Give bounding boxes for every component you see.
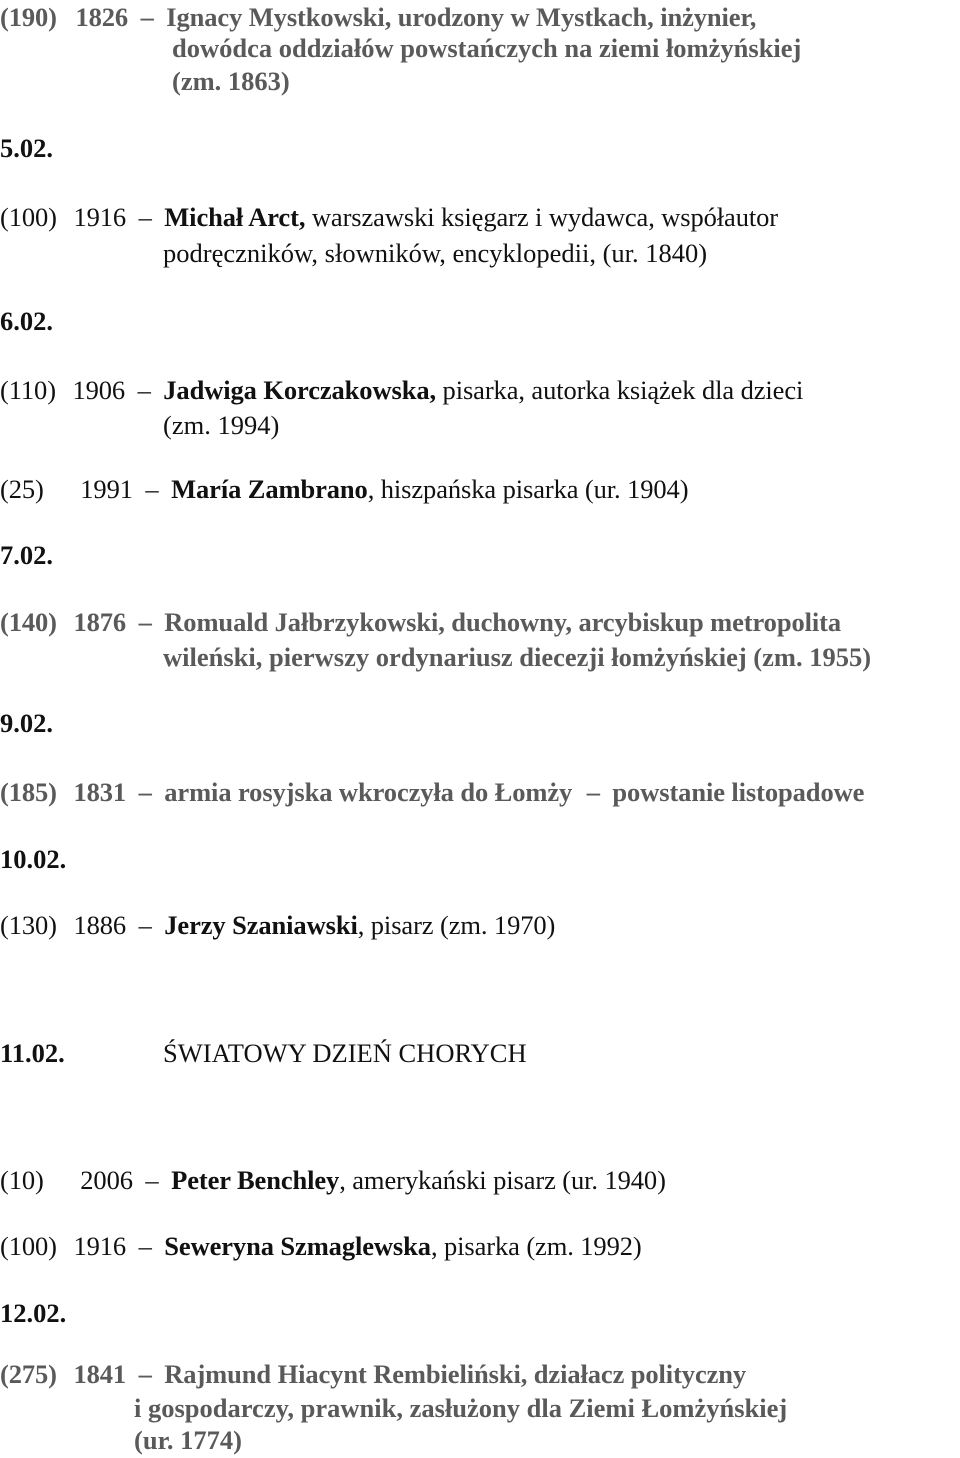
entry-year: 1916: [73, 1231, 127, 1261]
day-observance-title: ŚWIATOWY DZIEŃ CHORYCH: [163, 1038, 527, 1068]
entry-name: Ignacy Mystkowski: [166, 2, 385, 32]
entry-name: Michał Arct,: [164, 202, 306, 232]
entry-1916-arct: [0, 200, 778, 234]
entry-name: Jadwiga Korczakowska,: [163, 375, 437, 405]
entry-number: (190): [0, 2, 57, 32]
entry-name: Romuald Jałbrzykowski, duchowny, arcybiskup metropolita: [164, 607, 842, 637]
entry-description: powstanie listopadowe: [612, 777, 865, 807]
dash: –: [138, 777, 152, 807]
dash: –: [145, 474, 159, 504]
entry-year: 1841: [73, 1359, 127, 1389]
entry-year: 1906: [72, 375, 126, 405]
dash: –: [138, 1359, 152, 1389]
entry-continuation: wileński, pierwszy ordynariusz diecezji łomżyńskiej (zm. 1955): [163, 642, 872, 672]
entry-year: 1916: [73, 202, 127, 232]
date-heading: 9.02.: [0, 708, 53, 738]
entry-continuation: dowódca oddziałów powstańczych na ziemi łomżyńskiej: [172, 33, 802, 63]
date-heading: 5.02.: [0, 133, 53, 163]
entry-description: , pisarka (zm. 1992): [430, 1231, 642, 1261]
date-heading: 10.02.: [0, 844, 67, 874]
entry-name: Peter Benchley: [171, 1165, 340, 1195]
entry-2006-benchley: [0, 1163, 666, 1197]
entry-description: pisarka, autorka książek dla dzieci: [436, 375, 804, 405]
entry-1886-szaniawski: [0, 908, 555, 942]
entry-description: , amerykański pisarz (ur. 1940): [339, 1165, 666, 1195]
entry-year: 1991: [80, 474, 133, 504]
entry-1991-zambrano: [0, 472, 688, 506]
entry-description: , hiszpańska pisarka (ur. 1904): [367, 474, 689, 504]
entry-name: Seweryna Szmaglewska: [164, 1231, 431, 1261]
entry-continuation: (ur. 1774): [134, 1425, 242, 1455]
dash: –: [138, 1231, 152, 1261]
entry-year: 1886: [73, 910, 127, 940]
entry-year: 1831: [73, 777, 127, 807]
date-heading: 12.02.: [0, 1298, 67, 1328]
dash: –: [138, 607, 152, 637]
dash: –: [586, 777, 600, 807]
date-heading: 11.02.: [0, 1038, 65, 1068]
entry-year: 1876: [73, 607, 127, 637]
date-heading: 6.02.: [0, 306, 53, 336]
entry-year: 1826: [75, 2, 129, 32]
entry-year: 2006: [80, 1165, 133, 1195]
dash: –: [140, 2, 154, 32]
entry-number: (100): [0, 1231, 57, 1261]
entry-continuation: podręczników, słowników, encyklopedii, (ur. 1840): [163, 238, 708, 268]
entry-number: (110): [0, 375, 56, 405]
entry-description: , pisarz (zm. 1970): [357, 910, 556, 940]
entry-1906-korczakowska: [0, 373, 803, 407]
entry-number: (100): [0, 202, 57, 232]
dash: –: [138, 202, 152, 232]
dash: –: [138, 910, 152, 940]
entry-name: Jerzy Szaniawski: [164, 910, 358, 940]
entry-number: (275): [0, 1359, 57, 1389]
entry-name: Rajmund Hiacynt Rembieliński, działacz polityczny: [164, 1359, 747, 1389]
entry-1876-jalbrzykowski: [0, 605, 841, 639]
entry-description: , urodzony w Mystkach, inżynier,: [384, 2, 757, 32]
entry-continuation: (zm. 1863): [172, 66, 290, 96]
entry-1916-szmaglewska: [0, 1229, 642, 1263]
entry-number: (130): [0, 910, 57, 940]
entry-name: armia rosyjska wkroczyła do Łomży: [164, 777, 573, 807]
entry-1826: [0, 0, 756, 34]
entry-number: (185): [0, 777, 57, 807]
entry-1841-rembielinski: [0, 1357, 746, 1391]
entry-continuation: i gospodarczy, prawnik, zasłużony dla Ziemi Łomżyńskiej: [134, 1393, 788, 1423]
entry-number: (25): [0, 474, 44, 504]
entry-1831-armia: [0, 775, 864, 809]
entry-name: María Zambrano: [171, 474, 368, 504]
dash: –: [145, 1165, 159, 1195]
entry-description: warszawski księgarz i wydawca, współautor: [305, 202, 779, 232]
dash: –: [137, 375, 151, 405]
entry-number: (140): [0, 607, 57, 637]
entry-continuation: (zm. 1994): [163, 410, 280, 440]
date-heading: 7.02.: [0, 540, 53, 570]
entry-number: (10): [0, 1165, 44, 1195]
